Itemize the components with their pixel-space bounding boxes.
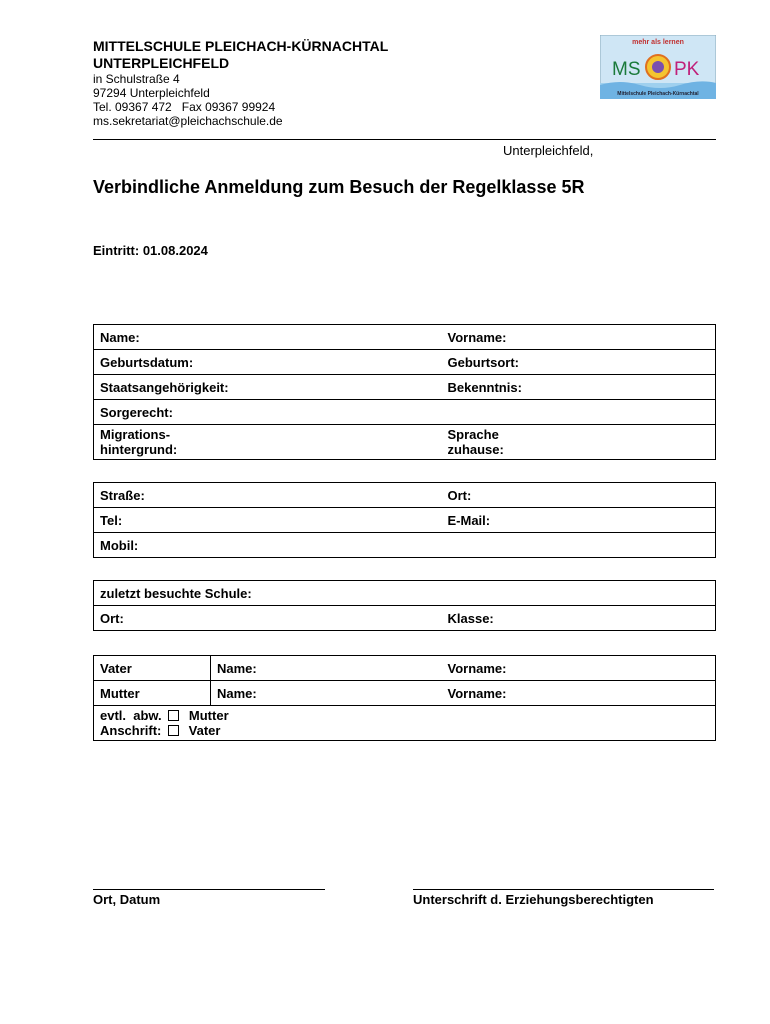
logo-text-right: PK bbox=[674, 59, 700, 80]
klasse-field[interactable] bbox=[442, 606, 716, 631]
signature-label-date: Ort, Datum bbox=[93, 892, 161, 907]
tel-label: Tel: bbox=[100, 512, 123, 528]
parents-table bbox=[93, 655, 716, 741]
place-line: Unterpleichfeld, bbox=[503, 143, 594, 158]
address-street: in Schulstraße 4 bbox=[93, 72, 180, 86]
table-row bbox=[94, 533, 716, 558]
geburtsdatum-field[interactable] bbox=[94, 350, 442, 375]
table-row bbox=[94, 508, 716, 533]
mutter-name-field[interactable] bbox=[211, 681, 442, 706]
school-address bbox=[93, 72, 283, 128]
mutter-vorname-label: Vorname: bbox=[447, 685, 507, 701]
logo-slogan: mehr als lernen bbox=[632, 39, 684, 46]
vater-vorname-field[interactable] bbox=[442, 656, 716, 681]
strasse-field[interactable] bbox=[94, 483, 442, 508]
ort-field[interactable] bbox=[442, 483, 716, 508]
entry-date: Eintritt: 01.08.2024 bbox=[93, 243, 208, 258]
geburtsdatum-label: Geburtsdatum: bbox=[100, 354, 194, 370]
logo-caption: Mittelschule Pleichach-Kürnachtal bbox=[617, 91, 699, 97]
tel-field[interactable] bbox=[94, 508, 442, 533]
option-mutter-label: Mutter bbox=[188, 708, 229, 723]
alt-address-row-1 bbox=[100, 708, 709, 723]
bekenntnis-field[interactable] bbox=[442, 375, 716, 400]
header-divider bbox=[93, 139, 716, 140]
school-ort-field[interactable] bbox=[94, 606, 442, 631]
email-label: E-Mail: bbox=[447, 512, 491, 528]
mobil-field[interactable] bbox=[94, 533, 716, 558]
sorgerecht-label: Sorgerecht: bbox=[100, 404, 173, 420]
table-row bbox=[94, 606, 716, 631]
table-row bbox=[94, 400, 716, 425]
staatsangehoerigkeit-label: Staatsangehörigkeit: bbox=[100, 379, 229, 395]
mutter-vorname-field[interactable] bbox=[442, 681, 716, 706]
checkbox-vater[interactable] bbox=[168, 725, 179, 736]
table-row bbox=[94, 425, 716, 460]
ort-label: Ort: bbox=[447, 487, 472, 503]
mobil-label: Mobil: bbox=[100, 537, 139, 553]
previous-school-field[interactable] bbox=[94, 581, 716, 606]
checkbox-mutter[interactable] bbox=[168, 710, 179, 721]
migration-label-1: Migrations- bbox=[100, 427, 171, 442]
vorname-label: Vorname: bbox=[447, 329, 507, 345]
school-name bbox=[93, 38, 388, 72]
vater-cell bbox=[94, 656, 211, 681]
strasse-label: Straße: bbox=[100, 487, 145, 503]
name-label: Name: bbox=[100, 329, 140, 345]
document-title: Verbindliche Anmeldung zum Besuch der Regelklasse 5R bbox=[93, 177, 585, 197]
address-phone: Tel. 09367 472 Fax 09367 99924 bbox=[93, 100, 276, 114]
table-row bbox=[94, 656, 716, 681]
vater-name-label: Name: bbox=[217, 660, 257, 676]
school-logo bbox=[600, 35, 716, 99]
address-city: 97294 Unterpleichfeld bbox=[93, 86, 210, 100]
table-row bbox=[94, 581, 716, 606]
school-name-line2: UNTERPLEICHFELD bbox=[93, 55, 230, 71]
logo-text-left: MS bbox=[612, 59, 641, 80]
vater-vorname-label: Vorname: bbox=[447, 660, 507, 676]
contact-table bbox=[93, 482, 716, 558]
mutter-cell bbox=[94, 681, 211, 706]
student-table bbox=[93, 324, 716, 460]
vorname-field[interactable] bbox=[442, 325, 716, 350]
previous-school-label: zuletzt besuchte Schule: bbox=[100, 585, 252, 601]
sprache-field[interactable] bbox=[442, 425, 716, 460]
alt-address-label-2: Anschrift: bbox=[100, 723, 162, 738]
alt-address-label-1: evtl. abw. bbox=[100, 708, 162, 723]
signature-line-date[interactable] bbox=[93, 889, 325, 890]
klasse-label: Klasse: bbox=[447, 610, 494, 626]
mutter-name-label: Name: bbox=[217, 685, 257, 701]
signature-line-guardian[interactable] bbox=[413, 889, 714, 890]
migration-label-2: hintergrund: bbox=[100, 442, 178, 457]
sorgerecht-field[interactable] bbox=[94, 400, 716, 425]
alt-address-cell bbox=[94, 706, 716, 741]
option-vater-label: Vater bbox=[188, 723, 221, 738]
alt-address-row-2 bbox=[100, 723, 709, 738]
bekenntnis-label: Bekenntnis: bbox=[447, 379, 522, 395]
name-field[interactable] bbox=[94, 325, 442, 350]
email-field[interactable] bbox=[442, 508, 716, 533]
migration-field[interactable] bbox=[94, 425, 442, 460]
previous-school-table bbox=[93, 580, 716, 631]
geburtsort-field[interactable] bbox=[442, 350, 716, 375]
geburtsort-label: Geburtsort: bbox=[447, 354, 519, 370]
sprache-label-2: zuhause: bbox=[447, 442, 504, 457]
signature-label-guardian: Unterschrift d. Erziehungsberechtigten bbox=[413, 892, 654, 907]
address-email: ms.sekretariat@pleichachschule.de bbox=[93, 114, 283, 128]
table-row bbox=[94, 706, 716, 741]
sprache-label-1: Sprache bbox=[447, 427, 499, 442]
school-ort-label: Ort: bbox=[100, 610, 124, 626]
mutter-label: Mutter bbox=[100, 685, 140, 701]
table-row bbox=[94, 375, 716, 400]
vater-name-field[interactable] bbox=[211, 656, 442, 681]
vater-label: Vater bbox=[100, 660, 132, 676]
table-row bbox=[94, 325, 716, 350]
school-name-line1: MITTELSCHULE PLEICHACH-KÜRNACHTAL bbox=[93, 38, 389, 54]
table-row bbox=[94, 681, 716, 706]
table-row bbox=[94, 483, 716, 508]
staatsangehoerigkeit-field[interactable] bbox=[94, 375, 442, 400]
table-row bbox=[94, 350, 716, 375]
